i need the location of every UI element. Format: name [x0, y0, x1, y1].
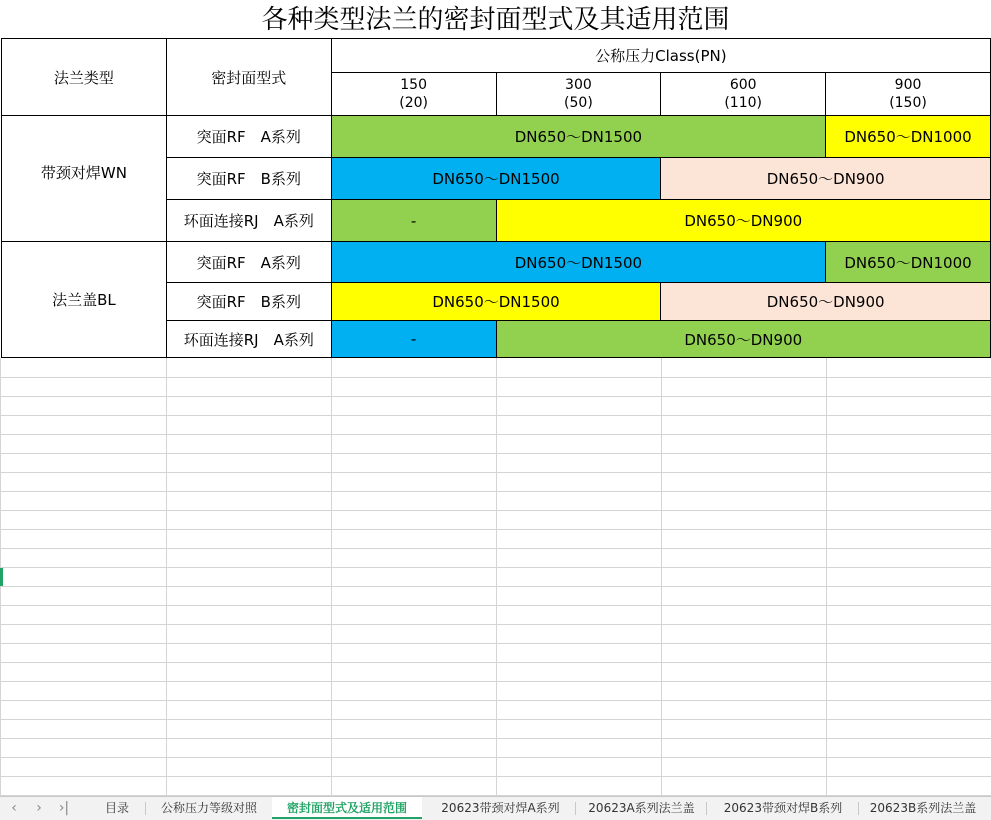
pn-value: (150) [889, 95, 927, 111]
sheet-tab-active[interactable]: 密封面型式及适用范围 [272, 797, 422, 819]
sheet-tab[interactable]: 20623B系列法兰盖 [869, 801, 977, 815]
tab-divider [575, 802, 576, 815]
seal-type-cell[interactable]: 突面RF B系列 [166, 283, 331, 321]
tab-divider [145, 802, 146, 815]
range-cell[interactable]: DN650～DN1000 [826, 242, 991, 283]
group-name-bl[interactable]: 法兰盖BL [2, 242, 167, 358]
gridline-vertical [826, 358, 827, 796]
header-class-300[interactable] [496, 73, 661, 116]
header-pressure[interactable]: 公称压力Class(PN) [331, 39, 990, 73]
pn-value: (110) [724, 95, 762, 111]
sheet-tab-bar [0, 796, 991, 820]
gridline-vertical [661, 358, 662, 796]
header-class-600[interactable] [661, 73, 826, 116]
flange-table [1, 38, 991, 358]
header-class-150[interactable] [331, 73, 496, 116]
class-value: 900 [894, 77, 922, 93]
sheet-tab[interactable]: 公称压力等级对照 [160, 801, 257, 815]
range-cell[interactable]: DN650～DN900 [661, 158, 991, 200]
group-name-wn[interactable]: 带颈对焊WN [2, 116, 167, 242]
empty-cell-grid[interactable] [0, 358, 991, 796]
seal-type-cell[interactable]: 突面RF A系列 [166, 116, 331, 158]
active-row-indicator [0, 568, 3, 586]
gridline-vertical [331, 358, 332, 796]
range-cell[interactable]: DN650～DN1000 [826, 116, 991, 158]
range-cell[interactable]: DN650～DN1500 [331, 242, 825, 283]
range-cell[interactable]: - [331, 321, 496, 358]
range-cell[interactable]: DN650～DN1500 [331, 116, 825, 158]
range-cell[interactable]: - [331, 200, 496, 242]
seal-type-cell[interactable]: 突面RF B系列 [166, 158, 331, 200]
header-seal-type[interactable]: 密封面型式 [166, 39, 331, 116]
sheet-tab[interactable]: 目录 [104, 801, 129, 815]
sheet-tab[interactable]: 20623带颈对焊A系列 [441, 801, 560, 815]
seal-type-cell[interactable]: 环面连接RJ A系列 [166, 200, 331, 242]
last-sheet-arrow-icon[interactable]: ›| [58, 800, 70, 816]
seal-type-cell[interactable]: 环面连接RJ A系列 [166, 321, 331, 358]
sheet-tab[interactable]: 20623A系列法兰盖 [588, 801, 695, 815]
header-class-900[interactable] [826, 73, 991, 116]
sheet-tab[interactable]: 20623带颈对焊B系列 [723, 801, 843, 815]
gridline-vertical [496, 358, 497, 796]
header-flange-type[interactable]: 法兰类型 [2, 39, 167, 116]
class-value: 600 [729, 77, 757, 93]
class-value: 300 [565, 77, 592, 93]
gridline-vertical [166, 358, 167, 796]
sheet-title[interactable]: 各种类型法兰的密封面型式及其适用范围 [261, 5, 730, 35]
next-sheet-arrow-icon[interactable]: › [36, 800, 42, 816]
first-sheet-arrow-icon[interactable]: ‹ [11, 800, 17, 816]
tab-divider [858, 802, 859, 815]
range-cell[interactable]: DN650～DN900 [496, 200, 990, 242]
pn-value: (20) [399, 95, 429, 111]
range-cell[interactable]: DN650～DN900 [496, 321, 990, 358]
class-value: 150 [400, 77, 427, 93]
range-cell[interactable]: DN650～DN900 [661, 283, 991, 321]
range-cell[interactable]: DN650～DN1500 [331, 158, 661, 200]
range-cell[interactable]: DN650～DN1500 [331, 283, 661, 321]
tab-divider [706, 802, 707, 815]
pn-value: (50) [564, 95, 593, 111]
seal-type-cell[interactable]: 突面RF A系列 [166, 242, 331, 283]
